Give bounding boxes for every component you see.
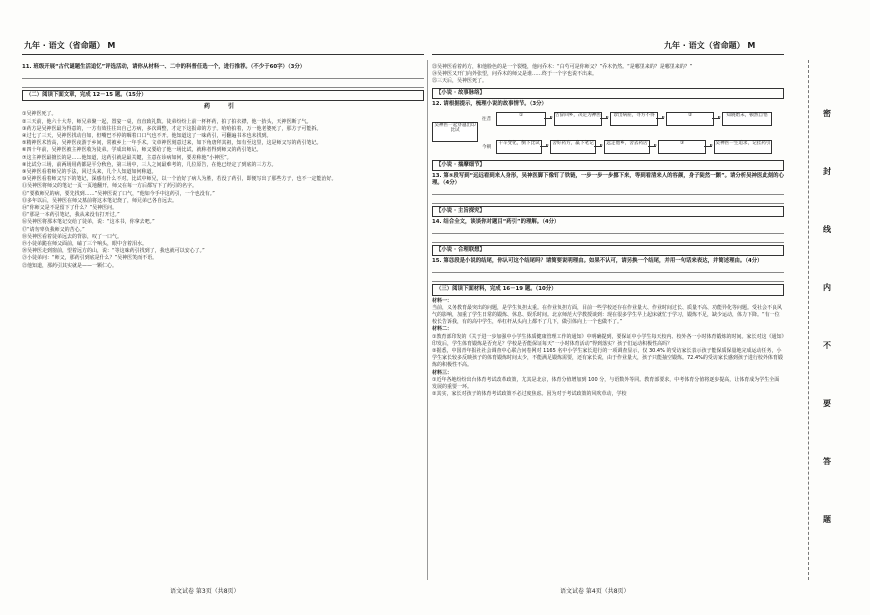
flow-arrow	[656, 118, 664, 119]
flow-bot-2: 舍好药方，赢下笔记	[550, 140, 596, 154]
article-paragraph: ㉒他知道，那药引其实就是——一颗仁心。	[22, 262, 118, 269]
answer-line[interactable]	[432, 196, 784, 204]
material-3-text-2: ②其实，家长对孩子的体育考试政策不必过度焦虑。因为对于考试政策的风吹草动，学校	[432, 391, 627, 398]
article-paragraph: ⑩吴神医看着师父写下的笔记，深感有什么不对。比试中师兄，以一个治好了病人为胜，若没了药引，即便写出了那些方子，也不一定能治好。	[22, 176, 337, 183]
footer-left: 语文试卷 第3页（共8页）	[170, 588, 240, 595]
flow-blank-3[interactable]: ③	[658, 140, 706, 154]
plot-flow-diagram	[432, 110, 784, 158]
flow-top-3: 知晓始末，顿然自悟	[722, 112, 772, 126]
article-paragraph: ⑫“要救师兄的病，要先找到……”吴神医说了口气，“他如今手中这药引，一个也没有。”	[22, 190, 215, 197]
question-11: 11. 班级开展“古代谜题生活追忆”评选活动，请你从材料一、二中的科普任选一个，进行推荐。（不少于60字）（3分）	[22, 64, 306, 70]
section-2-title: （二）阅读下面文章，完成 12－15 题。（15分）	[22, 90, 424, 101]
material-2-label: 材料二：	[432, 326, 453, 333]
article-paragraph: ⑦这主神医最擅长的是……他知道，这药引就是最关键，主意在诊病如何，要差称他“小神医”。	[22, 154, 232, 161]
seal-line	[808, 60, 849, 580]
answer-line[interactable]	[22, 80, 424, 88]
answer-line[interactable]	[432, 187, 784, 195]
material-3-text: ①近年各地纷纷出台体育考试改革政策，尤其是北京，体育分值增加到 100 分，与语数外等同。教育部要求，中考体育分值将逐步提高，让体育成为学生全面发展的重要一环。	[432, 376, 780, 391]
article-ending	[432, 64, 784, 86]
article-paragraph: ④过七了三天，吴神医找动自如，但嘴巴不停的咽着口口气也不开。他知道这了一味药引，可翻遍书本也未找到。	[22, 133, 272, 140]
answer-line[interactable]	[432, 235, 784, 243]
flow-label-now: 今朝	[482, 144, 492, 150]
article-paragraph: ②三天前，他六十大寿，师兄弟聚一起，置宴一桌，直直致礼数。徒弟纷纷上前一杯杯药，拍了拍衣襟，他一抬头，天神医断了气。	[22, 118, 312, 125]
flow-top-2: 诊出病症，寻方不得	[610, 112, 658, 126]
seal-char: 线	[823, 225, 831, 234]
material-1-label: 材料一：	[432, 297, 453, 304]
answer-line[interactable]	[432, 274, 784, 282]
answer-line[interactable]	[22, 71, 424, 79]
seal-char: 答	[823, 457, 831, 466]
article-paragraph: ⑪吴神医将师父的笔记一页一页地翻开，师父在每一方后都写下了药引的名字。	[22, 183, 198, 190]
article-paragraph: ㉑小徒弟问：“师父，那药引到底是什么？”吴神医笑而不语。	[22, 255, 158, 262]
article-paragraph: ③药方是吴神医最为得意的，一方有效往往出自己方病，多次调整，才定下这报命的方子。哈哈拍着，万一他老婆死了，那方子可能拆。	[22, 125, 322, 132]
flow-bot-1: 千辛变化，倒下比试	[496, 140, 542, 154]
flow-arrow	[648, 146, 656, 147]
article-paragraph: ⑬多年以后，吴神医在师父墓前将这本笔记烧了，师兄弟已各自远去。	[22, 197, 178, 204]
question-14: 14. 结合全文，谈谈你对题目“药引”的理解。（4分）	[432, 219, 560, 226]
article-paragraph: ⑲小徒弟跪在师父面前，磕了三个响头，眼中含着泪水。	[22, 241, 148, 248]
section-detail-title: 【小说 · 揣摩细节】	[432, 160, 784, 171]
flow-blank-1[interactable]: ①	[496, 112, 546, 126]
material-3-label: 材料三：	[432, 369, 453, 376]
column-divider	[427, 60, 428, 580]
article-paragraph: ㉓吴神医看着药方，和他脸色的是一个裂缝，他问乔木：“白芍可是你师父？”乔木仍然。“是哪里来的？是哪里来的？”	[432, 64, 693, 70]
article-paragraph: ⑭“你师父是不是留下了什么？”吴神医问。	[22, 205, 118, 212]
article-body	[22, 111, 424, 269]
question-12: 12. 请根据提示，梳理小说的故事情节。（3分）	[432, 100, 547, 107]
article-paragraph: ⑥四十年前，吴神医被主神医收为徒弟。学成出师后，师父要给了他一场比试，就称者得到师父的药引笔记。	[22, 147, 262, 154]
flow-arrow	[540, 146, 548, 147]
question-15: 15. 第㉑段是小说的结尾，你认可这个结尾吗？请简要说明理由。如果不认可，请另换一个结尾，并用一句话来表达，并简述理由。（4分）	[432, 258, 763, 265]
left-column	[22, 64, 424, 270]
right-column	[432, 64, 784, 398]
article-paragraph: ⑰“请勿辜负我师父的苦心。”	[22, 226, 85, 233]
flow-start-box: 吴神医一起穿越出印比试	[432, 122, 478, 142]
section-3-title: （三）阅读下面材料，完成 16－19 题。（10分）	[432, 284, 784, 295]
article-paragraph: ㉔吴神医又开门向外张望，问乔木的师父是谁……终于一个字也说不出来。	[432, 71, 598, 78]
answer-line[interactable]	[432, 265, 784, 273]
article-paragraph: ⑧比试分三场，前两场用药都是平分秋色，第三场中，三人之间最难考的，几位原告，在他已经定了到底的三方方。	[22, 161, 277, 168]
header-right: 九年 · 语文（省命题） M	[664, 41, 756, 50]
article-paragraph: ①吴神医死了。	[22, 111, 57, 118]
material-2-text: ①教育部印发的《关于进一步加强中小学生体质健康管理工作的通知》中明确提到，要保证中小学生每天校内、校外各一小时体育锻炼的时间。家长对这《通知》印发后，学生体育锻炼是否充足？学校是否能保证每天“一小时体育活动”得到落实？孩子们运动积极性高吗？	[432, 333, 784, 347]
flow-arrow	[544, 118, 552, 119]
section-association-title: 【小说 · 合理联想】	[432, 245, 784, 256]
article-paragraph: ⑱吴神医看着徒弟远去的背影，叹了一口气。	[22, 233, 123, 240]
flow-bot-3: 远走他乡，舍去药店	[604, 140, 650, 154]
article-paragraph: ⑯吴神医将那本笔记交给了徒弟，说：“这本书，你拿去吧。”	[22, 219, 155, 226]
material-2-text-2: ②据悉，中国青年报社社会调查中心联合问卷网对 1165 名中小学生家长进行的一项调查显示，仅 30.4% 的受访家长表示孩子能保质保量地完成运动任务，小学生家长较多反映孩子的体育锻炼时间太少，不能满足锻炼需要，还有家长说，由于作业量大，孩子只能抽空锻炼。72.4%的受访家长感到孩子进行校外体育锻炼的积极性不高。	[432, 348, 783, 369]
flow-blank-2[interactable]: ②	[666, 112, 714, 126]
seal-char: 密	[823, 109, 831, 118]
article-title: 药 引	[203, 103, 243, 111]
article-paragraph: ㉕三天后，吴神医死了。	[432, 78, 488, 85]
seal-char: 要	[823, 399, 831, 408]
article-paragraph: ⑤精神医术皆高，吴神医夜游于乡间，常被乡上一年手术。文章神医刻意过来，如下角唐拜其祖，知有至这里，这是师父写的药引笔记。	[22, 140, 322, 147]
header-rule-right	[432, 54, 784, 55]
question-13: 13. 第⑤段写到“远远看到来人身形，吴神医脚下像钉了铁链，一步一步一步挪下来，等到看清来人的容颜，身子陡然一颤”。请分析吴神医此刻的心理。（4分）	[432, 173, 784, 187]
article-paragraph: ⑮“那是一本药引笔记，我从来没有打开过。”	[22, 212, 120, 219]
material-1-text: 当前，义务教育最突出的问题，是学生负担太重。在作业负担方面，目前一些学校还存在作业量大、作业时间过长、质量不高、功能异化等问题。受社会不良风气的影响，加重了学生日常的锻炼、休息、娱乐时间。北京师范大学教授谈到：现在很多学生早上起床就忙于学习，锻炼不足，缺少运动，体力下降。“有一位校长告诉我，有的高中学生，举杠杆从头向上都不了几下，做引体向上一个也做不了。”	[432, 304, 783, 326]
footer-right: 语文试卷 第4页（共8页）	[560, 588, 630, 595]
flow-label-past: 往昔	[482, 116, 492, 122]
flow-bot-4: 吴神医一生追求，记挂药引	[714, 140, 772, 154]
seal-char: 内	[823, 283, 831, 292]
answer-line[interactable]	[432, 226, 784, 234]
seal-char: 不	[823, 341, 831, 350]
article-paragraph: ⑨吴神医看着师兄的手法，回过头来，几个人知道如何称道。	[22, 169, 157, 176]
flow-arrow	[594, 146, 602, 147]
seal-char: 题	[823, 515, 831, 524]
article-paragraph: ⑳吴神医走到窗前，望着远方的山，说：“等这味药引找到了，我也就可以安心了。”	[22, 248, 205, 255]
section-story-title: 【小说 · 故事脉络】	[432, 88, 784, 99]
header-left: 九年 · 语文（省命题） M	[24, 41, 116, 50]
header-rule-left	[22, 54, 424, 55]
section-theme-title: 【小说 · 主旨探究】	[432, 206, 784, 217]
seal-char: 封	[823, 167, 831, 176]
flow-arrow	[712, 118, 720, 119]
flow-top-1: 告辞回乡，决定为神医	[554, 112, 602, 126]
page-header	[0, 0, 870, 60]
flow-arrow	[704, 146, 712, 147]
flow-arrow	[600, 118, 608, 119]
